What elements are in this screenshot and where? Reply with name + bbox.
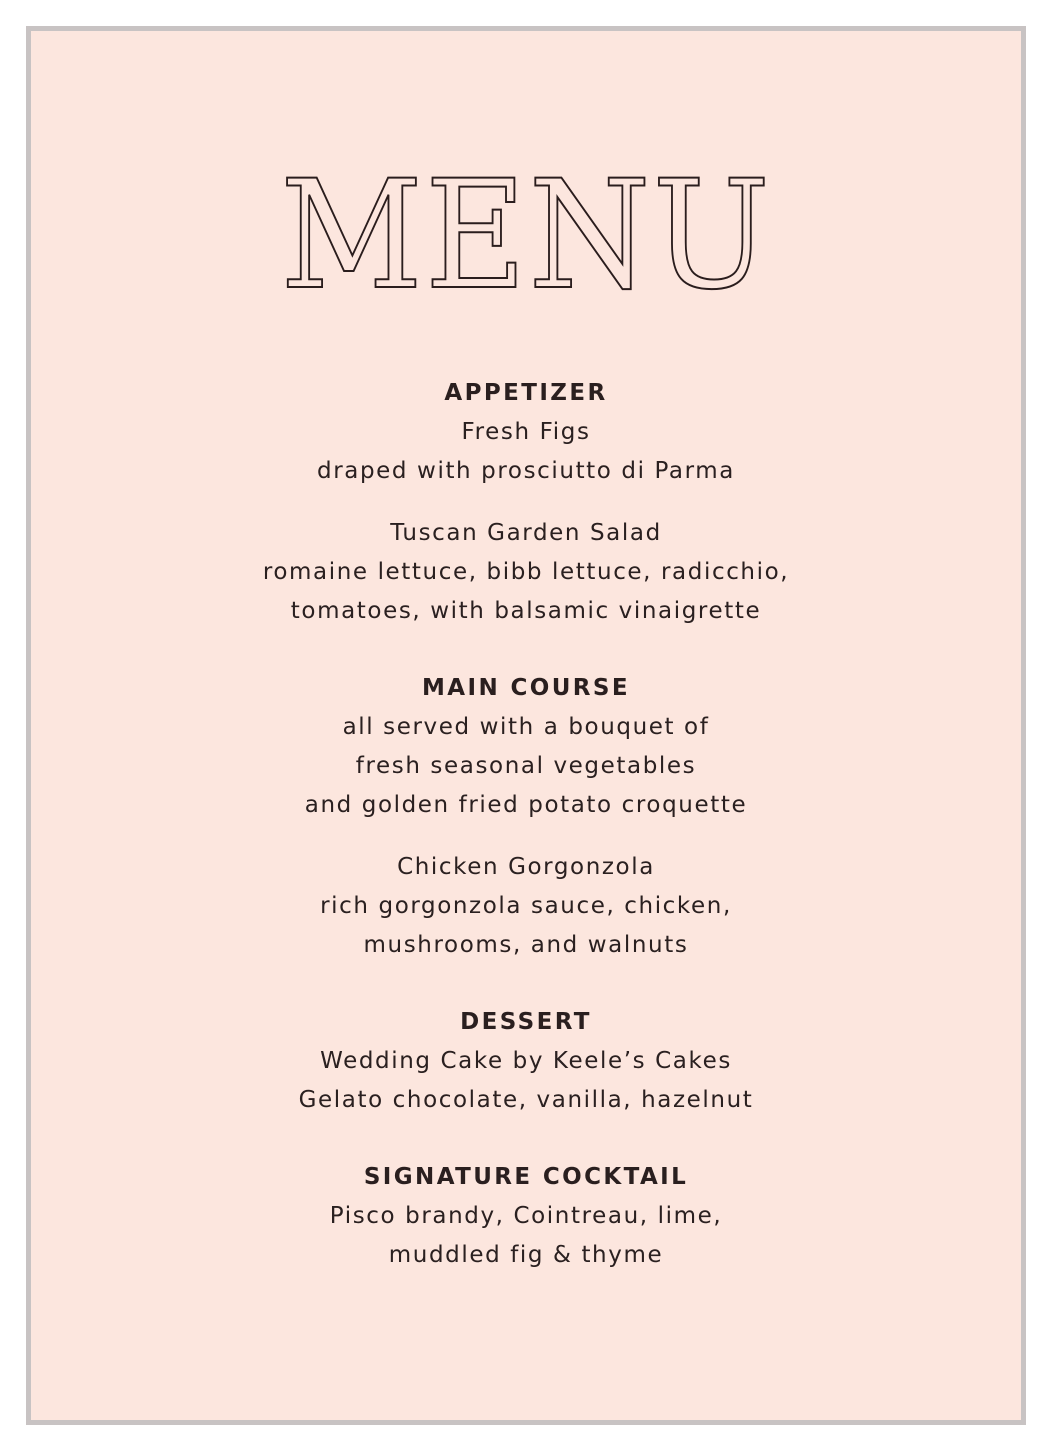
item-line: all served with a bouquet of <box>342 714 710 740</box>
section-heading: SIGNATURE COCKTAIL <box>363 1164 689 1190</box>
item-line: romaine lettuce, bibb lettuce, radicchio, <box>262 559 790 585</box>
menu-item <box>31 848 1021 965</box>
section-appetizer <box>31 374 1021 631</box>
item-line: mushrooms, and walnuts <box>363 932 689 958</box>
item-line: tomatoes, with balsamic vinaigrette <box>290 598 762 624</box>
item-line: Tuscan Garden Salad <box>390 520 662 546</box>
section-main-course <box>31 669 1021 965</box>
menu-card <box>26 26 1026 1425</box>
menu-body <box>31 374 1021 1275</box>
menu-item <box>31 1042 1021 1120</box>
menu-item <box>31 1197 1021 1275</box>
section-heading: APPETIZER <box>444 380 608 406</box>
menu-item <box>31 413 1021 491</box>
item-line: Gelato chocolate, vanilla, hazelnut <box>298 1087 754 1113</box>
section-signature-cocktail <box>31 1158 1021 1275</box>
section-heading: MAIN COURSE <box>422 675 630 701</box>
menu-item <box>31 514 1021 631</box>
item-line: Fresh Figs <box>461 419 591 445</box>
item-line: rich gorgonzola sauce, chicken, <box>320 893 732 919</box>
item-line: Wedding Cake by Keele’s Cakes <box>320 1048 732 1074</box>
item-line: and golden fried potato croquette <box>304 792 748 818</box>
item-line: fresh seasonal vegetables <box>355 753 697 779</box>
menu-title: MENU <box>280 149 772 323</box>
item-line: draped with prosciutto di Parma <box>317 458 735 484</box>
item-line: Pisco brandy, Cointreau, lime, <box>329 1203 723 1229</box>
menu-item <box>31 708 1021 825</box>
section-heading: DESSERT <box>460 1009 592 1035</box>
item-line: Chicken Gorgonzola <box>397 854 655 880</box>
item-line: muddled fig & thyme <box>388 1242 664 1268</box>
section-dessert <box>31 1003 1021 1120</box>
